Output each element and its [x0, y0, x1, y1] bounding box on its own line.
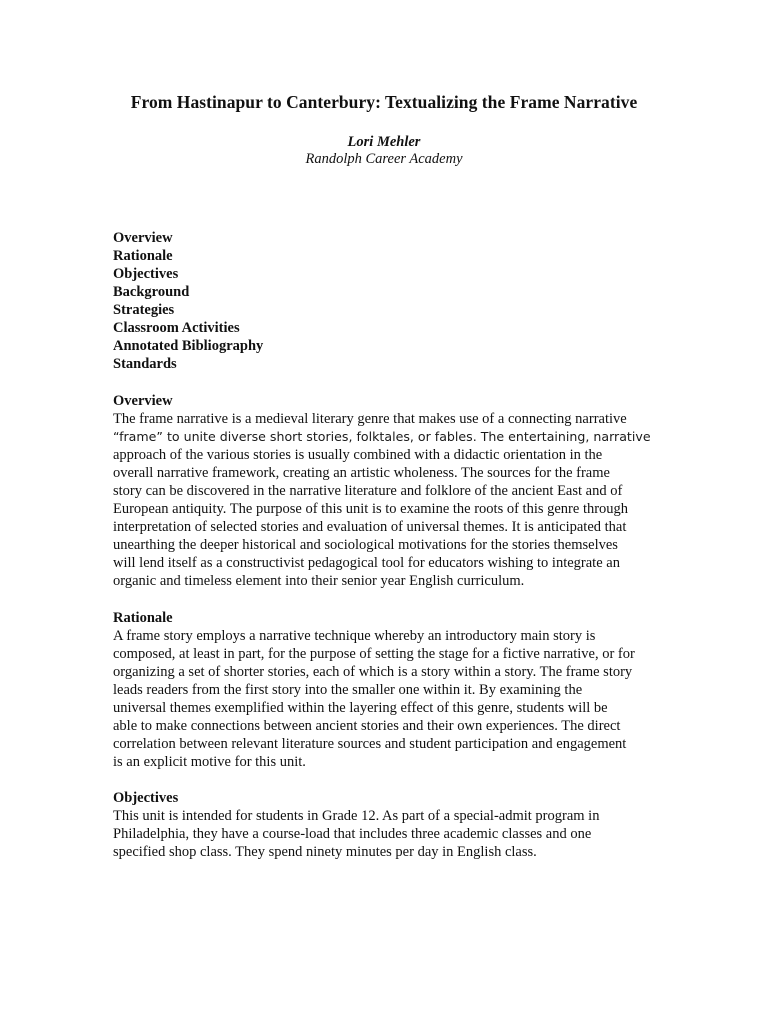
paragraph-line: interpretation of selected stories and evaluation of universal themes. It is anticipated that: [113, 519, 627, 535]
paragraph-line: composed, at least in part, for the purpose of setting the stage for a fictive narrative, or for: [113, 646, 635, 662]
paragraph-line: leads readers from the first story into the smaller one within it. By examining the: [113, 682, 583, 698]
toc-item-overview: Overview: [113, 230, 173, 246]
toc-item-rationale: Rationale: [113, 248, 173, 264]
table-of-contents: [113, 229, 263, 373]
section-overview: [113, 392, 658, 590]
toc-item-objectives: Objectives: [113, 266, 179, 282]
section-objectives: [113, 789, 658, 861]
author-affiliation: Randolph Career Academy: [305, 151, 463, 167]
paragraph-line: is an explicit motive for this unit.: [113, 754, 306, 770]
section-heading: Rationale: [113, 610, 173, 626]
paragraph-line: This unit is intended for students in Grade 12. As part of a special-admit program in: [113, 808, 600, 824]
section-heading: Overview: [113, 393, 173, 409]
paragraph-line: story can be discovered in the narrative literature and folklore of the ancient East and of: [113, 483, 623, 499]
toc-item-standards: Standards: [113, 356, 177, 372]
paragraph-line: will lend itself as a constructivist pedagogical tool for educators wishing to integrate an: [113, 555, 620, 571]
paragraph-line: The frame narrative is a medieval literary genre that makes use of a connecting narrative: [113, 411, 627, 427]
toc-item-classroom-activities: Classroom Activities: [113, 320, 240, 336]
paragraph-line: overall narrative framework, creating an artistic wholeness. The sources for the frame: [113, 465, 610, 481]
author-name: Lori Mehler: [347, 134, 421, 150]
toc-item-annotated-bibliography: Annotated Bibliography: [113, 338, 264, 354]
toc-item-strategies: Strategies: [113, 302, 175, 318]
section-heading: Objectives: [113, 790, 179, 806]
paragraph-line: specified shop class. They spend ninety minutes per day in English class.: [113, 844, 537, 860]
paragraph-line: universal themes exemplified within the layering effect of this genre, students will be: [113, 700, 608, 716]
paragraph-line: Philadelphia, they have a course-load that includes three academic classes and one: [113, 826, 592, 842]
toc-item-background: Background: [113, 284, 190, 300]
paragraph-line: approach of the various stories is usually combined with a didactic orientation in the: [113, 447, 603, 463]
document-title: From Hastinapur to Canterbury: Textualizing the Frame Narrative: [130, 92, 638, 112]
paragraph-line: unearthing the deeper historical and sociological motivations for the stories themselves: [113, 537, 618, 553]
paragraph-line: able to make connections between ancient stories and their own experiences. The direct: [113, 718, 621, 734]
paragraph-line: correlation between relevant literature sources and student participation and engagement: [113, 736, 627, 752]
paragraph-line: A frame story employs a narrative technique whereby an introductory main story is: [113, 628, 596, 644]
paragraph-line: European antiquity. The purpose of this unit is to examine the roots of this genre through: [113, 501, 629, 517]
paragraph-line: “frame” to unite diverse short stories, folktales, or fables. The entertaining, narrative: [113, 429, 651, 444]
paragraph-line: organizing a set of shorter stories, each of which is a story within a story. The frame story: [113, 664, 633, 680]
paragraph-line: organic and timeless element into their senior year English curriculum.: [113, 573, 525, 589]
section-rationale: [113, 609, 658, 771]
